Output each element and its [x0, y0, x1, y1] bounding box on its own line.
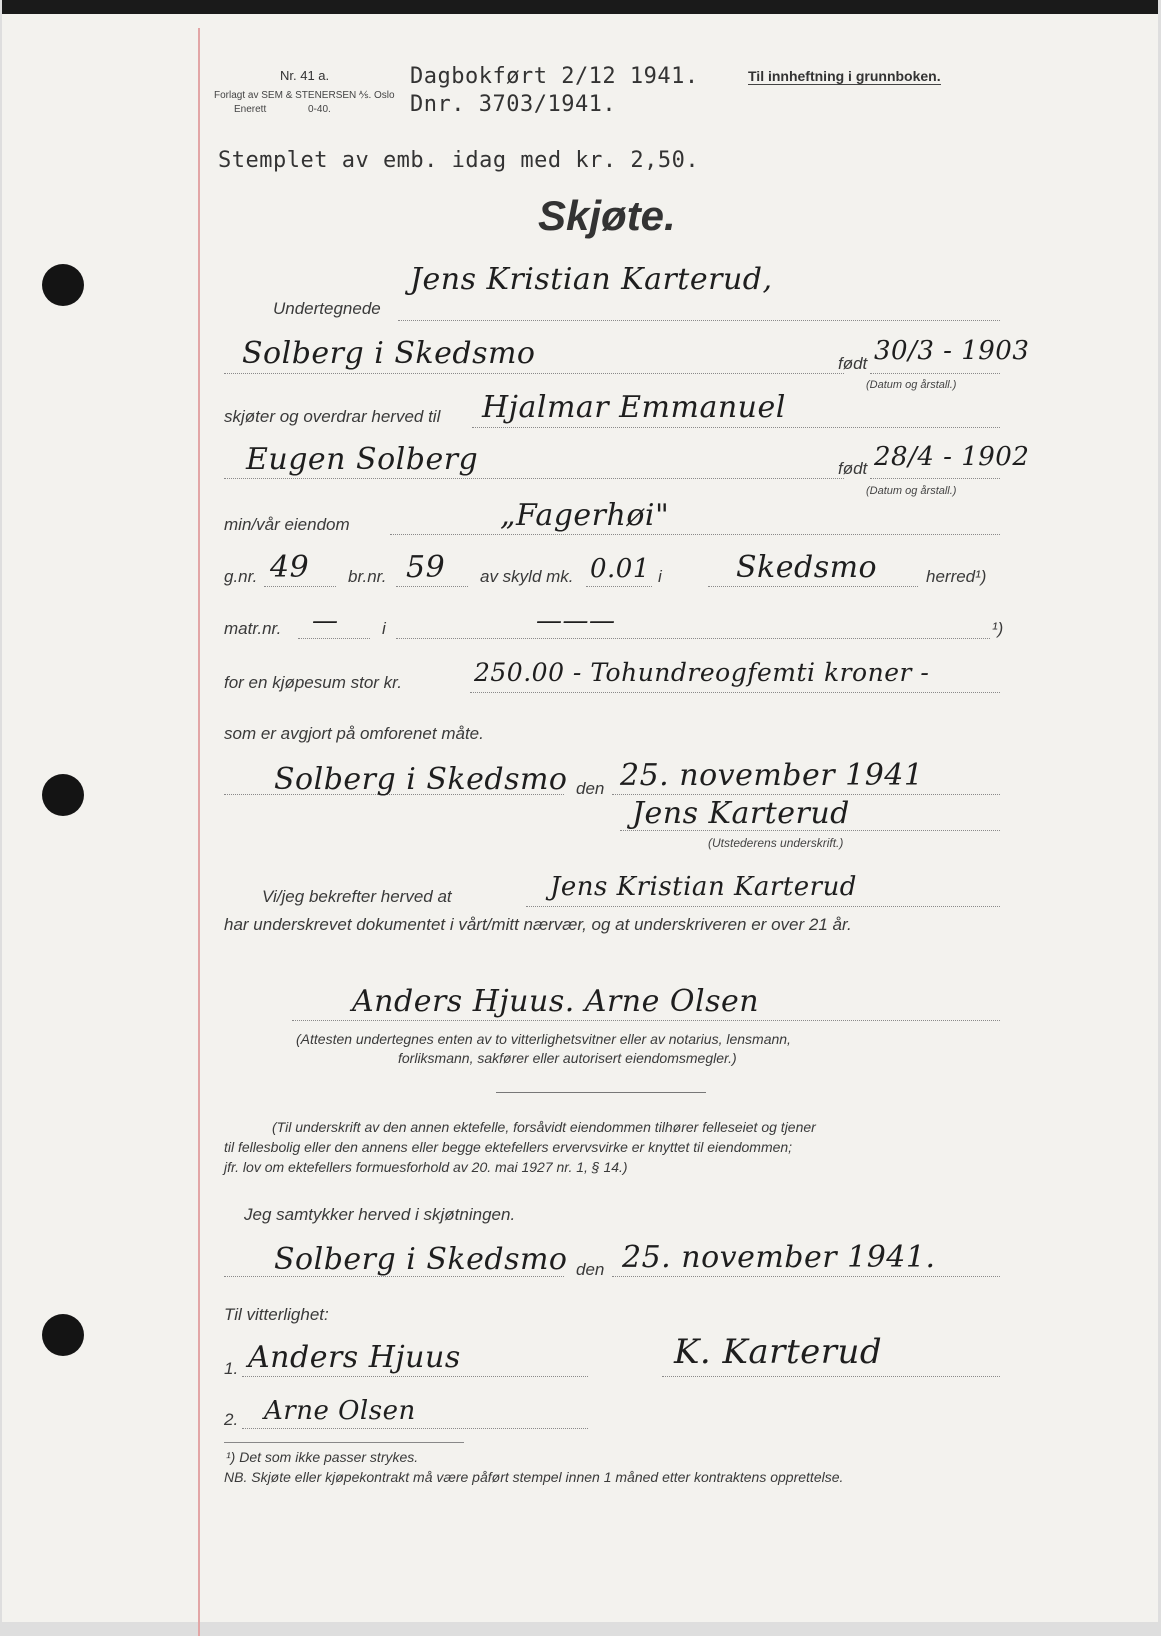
matr-i-label: i — [382, 619, 386, 638]
spouse-signature: K. Karterud — [674, 1332, 883, 1372]
publisher-enerett: Enerett — [234, 104, 267, 115]
agreed-label: som er avgjort på omforenet måte. — [224, 724, 484, 743]
dotted-line — [292, 1020, 1000, 1021]
buyer-name-cont: Eugen Solberg — [246, 442, 479, 477]
stamp-line: Stemplet av emb. idag med kr. 2,50. — [218, 148, 700, 173]
den-label: den — [576, 779, 605, 798]
price-value: 250.00 - Tohundreogfemti kroner - — [474, 658, 930, 687]
dotted-line — [396, 638, 990, 639]
punch-hole — [42, 1314, 84, 1356]
publisher-code: 0-40. — [308, 104, 331, 115]
consent-date: 25. november 1941. — [622, 1240, 936, 1275]
matr-place: ——— — [536, 606, 616, 636]
witness-1-signature: Anders Hjuus — [248, 1340, 461, 1375]
attest-note: (Attesten undertegnes enten av to vitterlighetsvitner eller av notarius, lensmann, — [296, 1031, 791, 1047]
confirm-label: Vi/jeg bekrefter herved at — [262, 887, 452, 906]
dotted-line — [612, 794, 1000, 795]
municipality: Skedsmo — [736, 550, 878, 585]
divider — [496, 1092, 706, 1093]
punch-hole — [42, 774, 84, 816]
witness-label: Til vitterlighet: — [224, 1305, 329, 1324]
born-label: født — [838, 354, 868, 373]
consent-place: Solberg i Skedsmo — [274, 1242, 568, 1277]
dotted-line — [870, 373, 1000, 374]
born-label: født — [838, 459, 868, 478]
skyld-value: 0.01 — [590, 554, 650, 584]
matr-label: matr.nr. — [224, 619, 282, 638]
herred-label: herred¹) — [926, 567, 987, 586]
spacer — [224, 702, 1000, 703]
spouse-note-line: jfr. lov om ektefellers formuesforhold av 20. mai 1927 nr. 1, § 14.) — [224, 1159, 628, 1175]
transfer-label: skjøter og overdrar herved til — [224, 407, 441, 426]
signing-place: Solberg i Skedsmo — [274, 762, 568, 797]
dotted-line — [298, 638, 370, 639]
dotted-line — [708, 586, 918, 587]
witness-number: 1. — [224, 1359, 239, 1378]
dotted-line — [224, 478, 844, 479]
dotted-line — [242, 1428, 588, 1429]
brnr-value: 59 — [406, 550, 446, 585]
document-number: Dnr. 3703/1941. — [410, 92, 617, 117]
dotted-line — [472, 427, 1000, 428]
undersigned-place: Solberg i Skedsmo — [242, 336, 536, 371]
binding-note: Til innheftning i grunnboken. — [748, 68, 941, 84]
undersigned-name: Jens Kristian Karterud, — [410, 262, 773, 297]
consent-label: Jeg samtykker herved i skjøtningen. — [244, 1205, 516, 1224]
undersigned-label: Undertegnede — [273, 299, 381, 318]
dotted-line — [398, 320, 1000, 321]
i-label: i — [658, 567, 662, 586]
registration-stamp: Dagbokført 2/12 1941. — [410, 64, 699, 89]
brnr-label: br.nr. — [348, 567, 387, 586]
date-hint: (Datum og årstall.) — [866, 379, 957, 391]
property-name: „Fagerhøi" — [500, 498, 670, 533]
buyer-name: Hjalmar Emmanuel — [482, 390, 786, 425]
property-label: min/vår eiendom — [224, 515, 350, 534]
dotted-line — [612, 1276, 1000, 1277]
footnote: ¹) Det som ikke passer strykes. — [226, 1449, 419, 1465]
witness-number: 2. — [224, 1410, 239, 1429]
price-label: for en kjøpesum stor kr. — [224, 673, 402, 692]
dotted-line — [586, 586, 652, 587]
dotted-line — [224, 373, 844, 374]
form-number: Nr. 41 a. — [280, 68, 330, 83]
witness-signatures: Anders Hjuus. Arne Olsen — [352, 984, 760, 1019]
margin-line — [198, 28, 200, 1636]
footnote-nb: NB. Skjøte eller kjøpekontrakt må være påført stempel innen 1 måned etter kontraktens opprettelse. — [224, 1469, 844, 1485]
confirm-name: Jens Kristian Karterud — [550, 872, 857, 902]
gnr-label: g.nr. — [224, 567, 258, 586]
document-title: Skjøte. — [538, 192, 676, 239]
matr-value: — — [312, 606, 339, 636]
dotted-line — [470, 692, 1000, 693]
dotted-line — [526, 906, 1000, 907]
dotted-line — [264, 586, 336, 587]
issuer-signature: Jens Karterud — [632, 796, 850, 831]
issuer-hint: (Utstederens underskrift.) — [708, 836, 844, 850]
attest-note-cont: forliksmann, sakfører eller autorisert eiendomsmegler.) — [398, 1050, 737, 1066]
signing-date: 25. november 1941 — [620, 758, 924, 793]
witness-2-signature: Arne Olsen — [264, 1396, 416, 1426]
document-page — [2, 0, 1158, 1622]
footnote-rule — [224, 1442, 464, 1443]
punch-hole — [42, 264, 84, 306]
publisher-line: Forlagt av SEM & STENERSEN ⅍. Oslo — [214, 90, 395, 101]
born-date: 30/3 - 1903 — [874, 336, 1030, 366]
born-date: 28/4 - 1902 — [874, 442, 1030, 472]
dotted-line — [396, 586, 468, 587]
gnr-value: 49 — [270, 550, 310, 585]
spouse-note-line: til fellesbolig eller den annens eller begge ektefellers ervervsvirke er knyttet til eiendommen; — [224, 1139, 793, 1155]
dotted-line — [870, 478, 1000, 479]
matr-footnote-ref: ¹) — [992, 619, 1004, 638]
consent-den-label: den — [576, 1260, 605, 1279]
confirm-text: har underskrevet dokumentet i vårt/mitt nærvær, og at underskriveren er over 21 år. — [224, 915, 852, 934]
dotted-line — [662, 1376, 1000, 1377]
spouse-note-line: (Til underskrift av den annen ektefelle, forsåvidt eiendommen tilhører felleseiet og tjener — [272, 1119, 816, 1135]
skyld-label: av skyld mk. — [480, 567, 574, 586]
date-hint: (Datum og årstall.) — [866, 485, 957, 497]
dotted-line — [242, 1376, 588, 1377]
dotted-line — [390, 534, 1000, 535]
